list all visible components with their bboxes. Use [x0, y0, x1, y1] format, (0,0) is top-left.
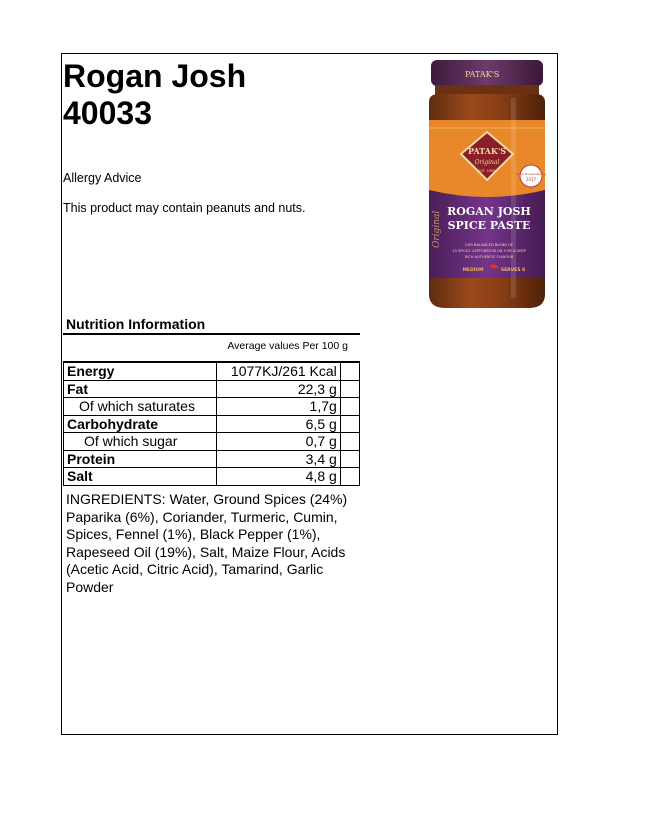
table-row [64, 380, 360, 398]
product-title [63, 58, 246, 132]
table-row [64, 362, 360, 380]
nutrient-value: 6,5 g [216, 415, 340, 433]
nutrient-label: Protein [64, 450, 217, 468]
nutrition-header [63, 335, 360, 361]
svg-text:EST. 1958: EST. 1958 [478, 169, 496, 173]
svg-text:Good Housekeeping: Good Housekeeping [515, 172, 547, 176]
nutrient-label: Fat [64, 380, 217, 398]
svg-text:Original: Original [474, 159, 500, 166]
product-code: 40033 [63, 95, 152, 131]
nutrient-value: 1077KJ/261 Kcal [216, 362, 340, 380]
table-row [64, 398, 360, 416]
nutrition-table [63, 361, 360, 486]
nutrient-value: 3,4 g [216, 450, 340, 468]
jar-name-line2: SPICE PASTE [447, 219, 531, 232]
per-100g-label: Per 100 g [302, 340, 348, 352]
svg-text:2017: 2017 [525, 177, 537, 182]
svg-text:SERVES 8: SERVES 8 [500, 268, 526, 273]
award-badge [520, 165, 542, 187]
nutrient-value: 22,3 g [216, 380, 340, 398]
table-row [64, 415, 360, 433]
table-row [64, 433, 360, 451]
nutrition-title: Nutrition Information [66, 316, 206, 332]
svg-text:RICH AUTHENTIC FLAVOUR: RICH AUTHENTIC FLAVOUR [464, 255, 514, 259]
product-jar-image [425, 58, 549, 312]
lid-brand: PATAK'S [465, 70, 500, 79]
allergy-text: This product may contain peanuts and nuts. [63, 201, 306, 215]
svg-text:MEDIUM: MEDIUM [462, 268, 484, 273]
svg-text:PATAK'S: PATAK'S [467, 146, 507, 156]
nutrient-value: 1,7g [216, 398, 340, 416]
table-row [64, 468, 360, 486]
nutrient-value: 4,8 g [216, 468, 340, 486]
table-row [64, 450, 360, 468]
ingredients-text: INGREDIENTS: Water, Ground Spices (24%) Paparika (6%), Coriander, Turmeric, Cumin, Spices, Fennel (1%), Black Pepper (1%), Rapeseed Oil (19%), Salt, Maize Flour, Acids (Acetic Acid, Citric Acid), Tamarind, Garlic Powder [66, 491, 348, 595]
nutrition-panel [63, 316, 360, 486]
svg-text:Original: Original [432, 210, 442, 248]
nutrient-label: Energy [64, 362, 217, 380]
allergy-heading: Allergy Advice [63, 171, 142, 185]
average-values-label: Average values [227, 340, 300, 352]
nutrient-label: Carbohydrate [64, 415, 217, 433]
nutrient-label: Salt [64, 468, 217, 486]
nutrient-label: Of which sugar [64, 433, 217, 451]
product-name: Rogan Josh [63, 58, 247, 94]
svg-text:13 SPICES CAPTURED IN OIL FOR: 13 SPICES CAPTURED IN OIL FOR A DEEP [452, 249, 526, 253]
jar-name-line1: ROGAN JOSH [447, 205, 531, 218]
nutrient-value: 0,7 g [216, 433, 340, 451]
svg-text:OUR BALANCED BLEND OF: OUR BALANCED BLEND OF [464, 243, 514, 247]
nutrient-label: Of which saturates [64, 398, 217, 416]
